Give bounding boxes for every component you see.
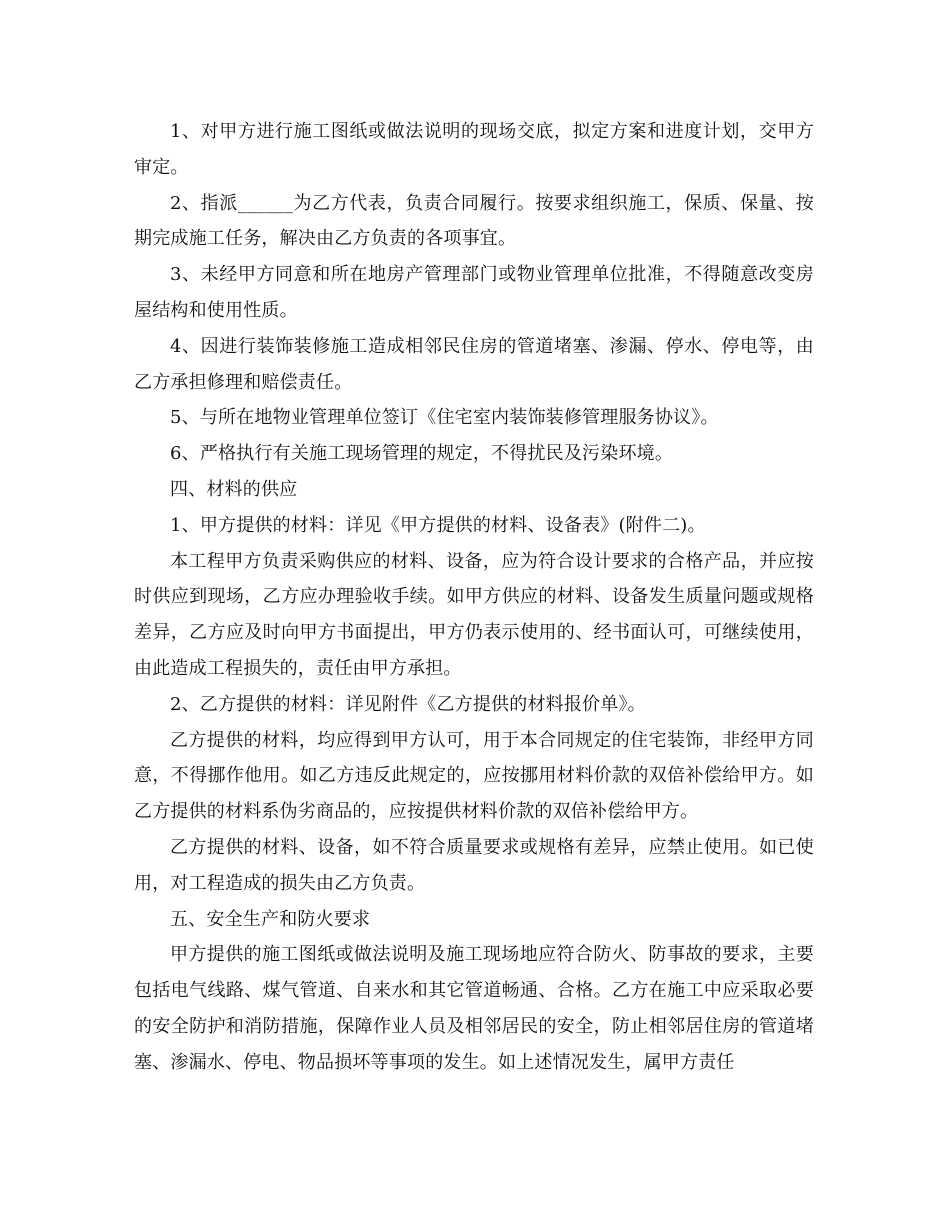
paragraph-duty-2: 2、指派______为乙方代表，负责合同履行。按要求组织施工，保质、保量、按期完成施工任务，解决由乙方负责的各项事宜。: [134, 192, 814, 250]
paragraph-materials-1: 1、甲方提供的材料：详见《甲方提供的材料、设备表》(附件二)。: [170, 514, 706, 536]
paragraph-safety: 甲方提供的施工图纸或做法说明及施工现场地应符合防火、防事故的要求，主要包括电气线路、煤气管道、自来水和其它管道畅通、合格。乙方在施工中应采取必要的安全防护和消防措施，保障作业人员及相邻居民的安全，防止相邻居住房的管道堵塞、渗漏水、停电、物品损坏等事项的发生。如上述情况发生，属甲方责任: [134, 944, 814, 1073]
paragraph-materials-2: 2、乙方提供的材料：详见附件《乙方提供的材料报价单》。: [170, 693, 646, 715]
paragraph-duty-3: 3、未经甲方同意和所在地房产管理部门或物业管理单位批准，不得随意改变房屋结构和使用性质。: [134, 264, 814, 321]
section-heading-materials: 四、材料的供应: [170, 478, 298, 500]
paragraph-duty-1: 1、对甲方进行施工图纸或做法说明的现场交底，拟定方案和进度计划，交甲方审定。: [134, 121, 814, 178]
paragraph-materials-quality: 乙方提供的材料、设备，如不符合质量要求或规格有差异，应禁止使用。如已使用，对工程造成的损失由乙方负责。: [134, 836, 814, 894]
paragraph-materials-party-b: 乙方提供的材料，均应得到甲方认可，用于本合同规定的住宅装饰，非经甲方同意，不得挪作他用。如乙方违反此规定的，应按挪用材料价款的双倍补偿给甲方。如乙方提供的材料系伪劣商品的，应按提供材料价款的双倍补偿给甲方。: [134, 729, 814, 823]
paragraph-duty-4: 4、因进行装饰装修施工造成相邻民住房的管道堵塞、渗漏、停水、停电等，由乙方承担修理和赔偿责任。: [134, 335, 814, 393]
paragraph-duty-5: 5、与所在地物业管理单位签订《住宅室内装饰装修管理服务协议》。: [170, 407, 719, 429]
paragraph-materials-party-a: 本工程甲方负责采购供应的材料、设备，应为符合设计要求的合格产品，并应按时供应到现场，乙方应办理验收手续。如甲方供应的材料、设备发生质量问题或规格差异，乙方应及时向甲方书面提出，甲方仍表示使用的、经书面认可，可继续使用，由此造成工程损失的，责任由甲方承担。: [134, 550, 814, 679]
paragraph-duty-6: 6、严格执行有关施工现场管理的规定，不得扰民及污染环境。: [170, 443, 674, 465]
section-heading-safety: 五、安全生产和防火要求: [170, 908, 371, 930]
document-page: [134, 114, 814, 1081]
